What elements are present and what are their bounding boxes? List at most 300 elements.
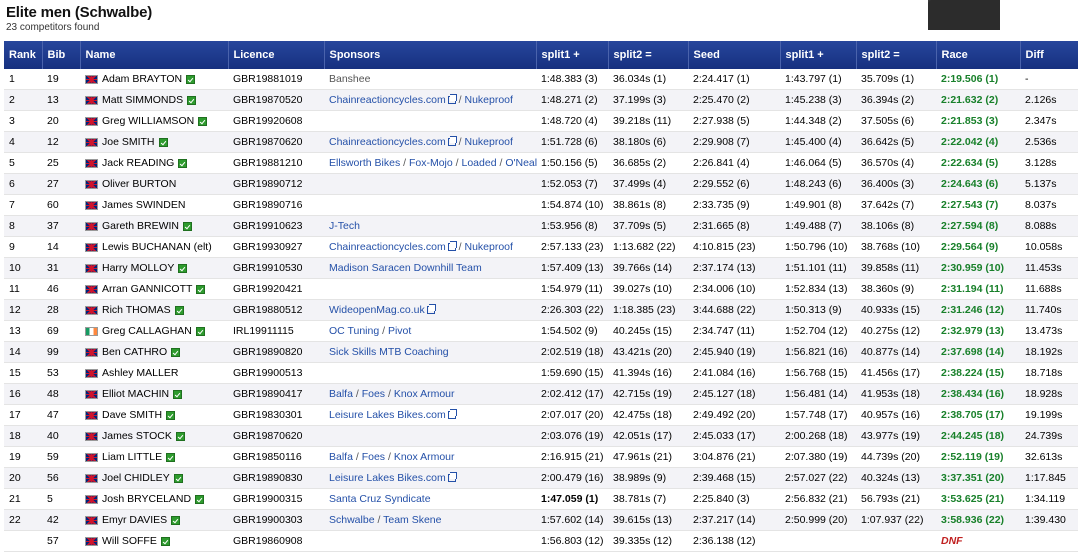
rider-name: Lewis BUCHANAN (elt) — [102, 241, 212, 253]
cell-split1: 1:54.874 (10) — [536, 195, 608, 216]
sponsor-list — [329, 220, 360, 232]
cell-bib: 40 — [42, 426, 80, 447]
cell-name — [80, 405, 228, 426]
verified-check-icon — [166, 411, 175, 420]
cell-race-time: 2:38.224 (15) — [936, 363, 1020, 384]
rider-name: Arran GANNICOTT — [102, 283, 193, 295]
cell-licence: GBR19900513 — [228, 363, 324, 384]
cell-split2b: 1:07.937 (22) — [856, 510, 936, 531]
sponsor-list — [329, 451, 455, 463]
flag-icon-gb — [85, 138, 98, 147]
cell-rank — [4, 531, 42, 552]
column-header-split2b[interactable]: split2 = — [856, 41, 936, 69]
column-header-bib[interactable]: Bib — [42, 41, 80, 69]
cell-licence: GBR19860908 — [228, 531, 324, 552]
cell-split2: 40.245s (15) — [608, 321, 688, 342]
cell-split2b: 35.709s (1) — [856, 69, 936, 90]
table-row[interactable] — [4, 363, 1078, 384]
sponsor-separator: / — [355, 388, 359, 400]
cell-race-time: 2:24.643 (6) — [936, 174, 1020, 195]
verified-check-icon — [159, 138, 168, 147]
cell-split1: 2:26.303 (22) — [536, 300, 608, 321]
sponsor-link[interactable]: OC Tuning — [329, 325, 380, 337]
cell-name — [80, 279, 228, 300]
sponsor-separator: / — [458, 94, 462, 106]
column-header-licence[interactable]: Licence — [228, 41, 324, 69]
cell-split1b: 1:56.768 (15) — [780, 363, 856, 384]
table-row[interactable] — [4, 489, 1078, 510]
cell-diff — [1020, 531, 1078, 552]
cell-split2b: 36.400s (3) — [856, 174, 936, 195]
sponsor-separator: / — [387, 451, 391, 463]
cell-rank: 12 — [4, 300, 42, 321]
flag-icon-gb — [85, 222, 98, 231]
cell-race-time: 2:22.634 (5) — [936, 153, 1020, 174]
sponsor-link[interactable]: Chainreactioncycles.com — [329, 94, 446, 106]
column-header-seed[interactable]: Seed — [688, 41, 780, 69]
cell-rank: 15 — [4, 363, 42, 384]
sponsor-link[interactable]: Balfa — [329, 451, 353, 463]
rider-name: Adam BRAYTON — [102, 73, 183, 85]
sponsor-link[interactable]: Nukeproof — [464, 94, 513, 106]
cell-split1: 1:54.979 (11) — [536, 279, 608, 300]
cell-name — [80, 69, 228, 90]
cell-split2b: 38.768s (10) — [856, 237, 936, 258]
sponsor-separator: / — [455, 157, 459, 169]
cell-split2: 1:18.385 (23) — [608, 300, 688, 321]
flag-icon-gb — [85, 180, 98, 189]
sponsor-separator: / — [403, 157, 407, 169]
cell-diff: - — [1020, 69, 1078, 90]
flag-icon-gb — [85, 159, 98, 168]
cell-split1b: 1:52.704 (12) — [780, 321, 856, 342]
sponsor-link[interactable]: Knox Armour — [393, 388, 455, 400]
table-body — [4, 69, 1078, 552]
cell-split2: 39.027s (10) — [608, 279, 688, 300]
cell-split1: 1:48.383 (3) — [536, 69, 608, 90]
sponsor-link[interactable]: Fox-Mojo — [408, 157, 453, 169]
cell-licence: GBR19830301 — [228, 405, 324, 426]
cell-name — [80, 510, 228, 531]
cell-licence: GBR19870620 — [228, 426, 324, 447]
sponsor-link[interactable]: Knox Armour — [393, 451, 455, 463]
cell-diff: 32.613s — [1020, 447, 1078, 468]
cell-split2: 43.421s (20) — [608, 342, 688, 363]
sponsor-separator: / — [458, 136, 462, 148]
table-row[interactable] — [4, 321, 1078, 342]
column-header-split1b[interactable]: split1 + — [780, 41, 856, 69]
cell-sponsors — [324, 153, 536, 174]
sponsor-link[interactable]: Madison Saracen Downhill Team — [329, 262, 482, 274]
cell-split2: 38.861s (8) — [608, 195, 688, 216]
table-row[interactable] — [4, 111, 1078, 132]
cell-bib: 19 — [42, 69, 80, 90]
verified-check-icon — [166, 453, 175, 462]
rider-name: Liam LITTLE — [102, 451, 163, 463]
sponsor-list — [329, 304, 435, 316]
table-row[interactable] — [4, 405, 1078, 426]
flag-icon-gb — [85, 348, 98, 357]
cell-sponsors — [324, 363, 536, 384]
flag-icon-gb — [85, 201, 98, 210]
sponsor-separator: / — [499, 157, 503, 169]
sponsor-link[interactable]: Foes — [361, 388, 386, 400]
cell-split1b: 1:43.797 (1) — [780, 69, 856, 90]
sponsor-separator: / — [387, 388, 391, 400]
cell-seed: 2:29.552 (6) — [688, 174, 780, 195]
rider-name: Emyr DAVIES — [102, 514, 168, 526]
verified-check-icon — [173, 390, 182, 399]
cell-seed: 2:45.127 (18) — [688, 384, 780, 405]
cell-split1: 1:48.720 (4) — [536, 111, 608, 132]
cell-diff: 3.128s — [1020, 153, 1078, 174]
cell-split2b: 56.793s (21) — [856, 489, 936, 510]
cell-seed: 2:34.747 (11) — [688, 321, 780, 342]
cell-split2b: 44.739s (20) — [856, 447, 936, 468]
cell-split1b: 1:46.064 (5) — [780, 153, 856, 174]
rider-name: Joe SMITH — [102, 136, 155, 148]
verified-check-icon — [186, 75, 195, 84]
table-row[interactable] — [4, 468, 1078, 489]
cell-split1b: 1:50.313 (9) — [780, 300, 856, 321]
cell-split2: 1:13.682 (22) — [608, 237, 688, 258]
cell-split2: 39.335s (12) — [608, 531, 688, 552]
cell-split1b: 1:49.901 (8) — [780, 195, 856, 216]
cell-diff: 11.453s — [1020, 258, 1078, 279]
verified-check-icon — [171, 348, 180, 357]
cell-licence: GBR19900315 — [228, 489, 324, 510]
cell-split1: 2:03.076 (19) — [536, 426, 608, 447]
cell-split1b: 1:44.348 (2) — [780, 111, 856, 132]
cell-sponsors — [324, 321, 536, 342]
sponsor-list — [329, 241, 513, 253]
cell-bib: 37 — [42, 216, 80, 237]
cell-name — [80, 384, 228, 405]
cell-seed: 2:36.138 (12) — [688, 531, 780, 552]
cell-name — [80, 300, 228, 321]
cell-licence: GBR19890820 — [228, 342, 324, 363]
cell-split2: 38.989s (9) — [608, 468, 688, 489]
cell-licence: GBR19870520 — [228, 90, 324, 111]
cell-split1b: 2:50.999 (20) — [780, 510, 856, 531]
cell-race-time: 2:29.564 (9) — [936, 237, 1020, 258]
sponsor-list — [329, 493, 431, 505]
table-row[interactable] — [4, 237, 1078, 258]
competitor-count: 23 competitors found — [6, 22, 100, 33]
cell-seed: 2:45.940 (19) — [688, 342, 780, 363]
sponsor-link[interactable]: Chainreactioncycles.com — [329, 136, 446, 148]
table-row[interactable] — [4, 531, 1078, 552]
cell-race-time: 2:44.245 (18) — [936, 426, 1020, 447]
cell-seed: 2:26.841 (4) — [688, 153, 780, 174]
cell-split2: 38.180s (6) — [608, 132, 688, 153]
rider-name: Greg CALLAGHAN — [102, 325, 192, 337]
cell-licence: GBR19890830 — [228, 468, 324, 489]
sponsor-link[interactable]: Nukeproof — [464, 241, 513, 253]
cell-licence: GBR19920608 — [228, 111, 324, 132]
cell-split1b: 1:50.796 (10) — [780, 237, 856, 258]
cell-diff: 13.473s — [1020, 321, 1078, 342]
cell-race-time: 2:31.194 (11) — [936, 279, 1020, 300]
cell-licence: GBR19890712 — [228, 174, 324, 195]
sponsor-link[interactable]: Team Skene — [383, 514, 442, 526]
flag-icon-gb — [85, 306, 98, 315]
cell-rank: 4 — [4, 132, 42, 153]
column-header-name[interactable]: Name — [80, 41, 228, 69]
cell-bib: 31 — [42, 258, 80, 279]
cell-rank: 22 — [4, 510, 42, 531]
cell-sponsors — [324, 342, 536, 363]
cell-split2: 42.475s (18) — [608, 405, 688, 426]
sponsor-link[interactable]: Schwalbe — [329, 514, 375, 526]
rider-name: Elliot MACHIN — [102, 388, 170, 400]
cell-split2b: 40.877s (14) — [856, 342, 936, 363]
table-row[interactable] — [4, 447, 1078, 468]
cell-seed: 2:29.908 (7) — [688, 132, 780, 153]
cell-split2b: 41.953s (18) — [856, 384, 936, 405]
cell-split2b: 41.456s (17) — [856, 363, 936, 384]
cell-bib: 46 — [42, 279, 80, 300]
cell-name — [80, 111, 228, 132]
cell-race-time: 2:22.042 (4) — [936, 132, 1020, 153]
sponsor-link[interactable]: Ellsworth Bikes — [329, 157, 401, 169]
cell-seed: 2:25.840 (3) — [688, 489, 780, 510]
cell-split1b: 1:49.488 (7) — [780, 216, 856, 237]
external-link-icon — [448, 411, 456, 419]
cell-race-time: 2:30.959 (10) — [936, 258, 1020, 279]
cell-sponsors — [324, 174, 536, 195]
cell-race-time: 2:37.698 (14) — [936, 342, 1020, 363]
cell-race-time: 2:19.506 (1) — [936, 69, 1020, 90]
external-link-icon — [448, 96, 456, 104]
cell-bib: 60 — [42, 195, 80, 216]
cell-race-time: 2:27.594 (8) — [936, 216, 1020, 237]
cell-diff: 19.199s — [1020, 405, 1078, 426]
cell-bib: 20 — [42, 111, 80, 132]
flag-icon-gb — [85, 117, 98, 126]
sponsor-list — [329, 388, 455, 400]
flag-icon-gb — [85, 411, 98, 420]
cell-diff: 2.536s — [1020, 132, 1078, 153]
cell-name — [80, 153, 228, 174]
cell-split1: 1:52.053 (7) — [536, 174, 608, 195]
cell-split1: 1:51.728 (6) — [536, 132, 608, 153]
cell-split1: 1:48.271 (2) — [536, 90, 608, 111]
sponsor-link[interactable]: Balfa — [329, 388, 353, 400]
cell-bib: 53 — [42, 363, 80, 384]
table-row[interactable] — [4, 426, 1078, 447]
sponsor-list — [329, 262, 482, 274]
cell-licence: GBR19881019 — [228, 69, 324, 90]
cell-race-time: 2:38.705 (17) — [936, 405, 1020, 426]
table-row[interactable] — [4, 90, 1078, 111]
flag-icon-gb — [85, 537, 98, 546]
sponsor-link[interactable]: J-Tech — [329, 220, 360, 232]
flag-icon-gb — [85, 390, 98, 399]
sponsor-link[interactable]: Chainreactioncycles.com — [329, 241, 446, 253]
cell-rank: 2 — [4, 90, 42, 111]
cell-split1b: 2:00.268 (18) — [780, 426, 856, 447]
sponsor-link[interactable]: WideopenMag.co.uk — [329, 304, 425, 316]
cell-split1: 1:54.502 (9) — [536, 321, 608, 342]
cell-split1b: 1:48.243 (6) — [780, 174, 856, 195]
sponsor-link[interactable]: Leisure Lakes Bikes.com — [329, 472, 446, 484]
cell-sponsors — [324, 237, 536, 258]
cell-name — [80, 321, 228, 342]
cell-race-time: 2:52.119 (19) — [936, 447, 1020, 468]
sponsor-list — [329, 346, 449, 358]
cell-seed: 2:24.417 (1) — [688, 69, 780, 90]
cell-sponsors — [324, 90, 536, 111]
cell-sponsors — [324, 69, 536, 90]
external-link-icon — [427, 306, 435, 314]
sponsor-link[interactable]: Loaded — [461, 157, 497, 169]
window-corner-decoration — [928, 0, 1000, 30]
cell-seed: 3:04.876 (21) — [688, 447, 780, 468]
cell-split1b — [780, 531, 856, 552]
flag-icon-gb — [85, 474, 98, 483]
sponsor-link[interactable]: Pivot — [387, 325, 412, 337]
cell-bib: 69 — [42, 321, 80, 342]
column-header-sponsors[interactable]: Sponsors — [324, 41, 536, 69]
table-row[interactable] — [4, 342, 1078, 363]
rider-name: Will SOFFE — [102, 535, 157, 547]
cell-rank: 3 — [4, 111, 42, 132]
flag-icon-ie — [85, 327, 98, 336]
external-link-icon — [448, 474, 456, 482]
column-header-split2[interactable]: split2 = — [608, 41, 688, 69]
cell-rank: 19 — [4, 447, 42, 468]
sponsor-separator: / — [382, 325, 386, 337]
cell-sponsors — [324, 111, 536, 132]
cell-split1: 1:57.409 (13) — [536, 258, 608, 279]
cell-race-time: 3:58.936 (22) — [936, 510, 1020, 531]
cell-race-time: 2:27.543 (7) — [936, 195, 1020, 216]
cell-split2b — [856, 531, 936, 552]
column-header-rank[interactable]: Rank — [4, 41, 42, 69]
sponsor-link[interactable]: O'Neal — [505, 157, 538, 169]
verified-check-icon — [187, 96, 196, 105]
rider-name: James STOCK — [102, 430, 172, 442]
table-row[interactable] — [4, 69, 1078, 90]
cell-split1: 1:50.156 (5) — [536, 153, 608, 174]
column-header-race[interactable]: Race — [936, 41, 1020, 69]
sponsor-list — [329, 94, 513, 106]
sponsor-link[interactable]: Foes — [361, 451, 386, 463]
cell-split2: 39.766s (14) — [608, 258, 688, 279]
flag-icon-gb — [85, 369, 98, 378]
table-row[interactable] — [4, 132, 1078, 153]
cell-split1b: 1:51.101 (11) — [780, 258, 856, 279]
cell-licence: GBR19890716 — [228, 195, 324, 216]
cell-bib: 99 — [42, 342, 80, 363]
cell-split2b: 40.957s (16) — [856, 405, 936, 426]
cell-rank: 14 — [4, 342, 42, 363]
cell-split2b: 43.977s (19) — [856, 426, 936, 447]
cell-sponsors — [324, 531, 536, 552]
rider-name: Ben CATHRO — [102, 346, 168, 358]
rider-name: Harry MOLLOY — [102, 262, 175, 274]
cell-rank: 11 — [4, 279, 42, 300]
flag-icon-gb — [85, 516, 98, 525]
rider-name: Oliver BURTON — [102, 178, 177, 190]
cell-sponsors — [324, 132, 536, 153]
cell-split2b: 37.642s (7) — [856, 195, 936, 216]
table-row[interactable] — [4, 384, 1078, 405]
cell-bib: 57 — [42, 531, 80, 552]
cell-bib: 42 — [42, 510, 80, 531]
flag-icon-gb — [85, 75, 98, 84]
sponsor-link[interactable]: Sick Skills MTB Coaching — [329, 346, 449, 358]
cell-bib: 56 — [42, 468, 80, 489]
cell-race-time: 2:21.853 (3) — [936, 111, 1020, 132]
cell-name — [80, 342, 228, 363]
sponsor-link[interactable]: Santa Cruz Syndicate — [329, 493, 431, 505]
cell-diff: 11.688s — [1020, 279, 1078, 300]
sponsor-link[interactable]: Nukeproof — [464, 136, 513, 148]
cell-split2: 39.615s (13) — [608, 510, 688, 531]
cell-sponsors — [324, 279, 536, 300]
cell-seed: 2:34.006 (10) — [688, 279, 780, 300]
table-row[interactable] — [4, 216, 1078, 237]
rider-name: Dave SMITH — [102, 409, 163, 421]
cell-diff: 1:39.430 — [1020, 510, 1078, 531]
sponsor-separator: Banshee — [329, 73, 371, 85]
cell-rank: 16 — [4, 384, 42, 405]
cell-split1b: 1:45.400 (4) — [780, 132, 856, 153]
cell-name — [80, 531, 228, 552]
table-row[interactable] — [4, 510, 1078, 531]
cell-diff: 11.740s — [1020, 300, 1078, 321]
cell-bib: 48 — [42, 384, 80, 405]
cell-name — [80, 426, 228, 447]
cell-split2b: 40.324s (13) — [856, 468, 936, 489]
cell-split2: 37.499s (4) — [608, 174, 688, 195]
cell-rank: 8 — [4, 216, 42, 237]
cell-seed: 2:45.033 (17) — [688, 426, 780, 447]
cell-sponsors — [324, 216, 536, 237]
table-row[interactable] — [4, 300, 1078, 321]
rider-name: Greg WILLIAMSON — [102, 115, 195, 127]
table-row[interactable] — [4, 195, 1078, 216]
sponsor-link[interactable]: Leisure Lakes Bikes.com — [329, 409, 446, 421]
column-header-diff[interactable]: Diff — [1020, 41, 1078, 69]
cell-licence: GBR19881210 — [228, 153, 324, 174]
cell-diff: 18.928s — [1020, 384, 1078, 405]
flag-icon-gb — [85, 453, 98, 462]
cell-split1b: 1:52.834 (13) — [780, 279, 856, 300]
column-header-split1[interactable]: split1 + — [536, 41, 608, 69]
cell-split2b: 39.858s (11) — [856, 258, 936, 279]
table-row[interactable] — [4, 174, 1078, 195]
cell-split1: 1:57.602 (14) — [536, 510, 608, 531]
table-row[interactable] — [4, 279, 1078, 300]
verified-check-icon — [195, 495, 204, 504]
table-row[interactable] — [4, 153, 1078, 174]
cell-name — [80, 132, 228, 153]
table-row[interactable] — [4, 258, 1078, 279]
cell-split1: 2:07.017 (20) — [536, 405, 608, 426]
cell-race-time: 3:37.351 (20) — [936, 468, 1020, 489]
cell-split2b: 36.642s (5) — [856, 132, 936, 153]
cell-sponsors — [324, 468, 536, 489]
cell-diff: 8.088s — [1020, 216, 1078, 237]
cell-rank: 1 — [4, 69, 42, 90]
cell-split1: 2:57.133 (23) — [536, 237, 608, 258]
cell-bib: 47 — [42, 405, 80, 426]
cell-bib: 25 — [42, 153, 80, 174]
cell-split1: 1:56.803 (12) — [536, 531, 608, 552]
